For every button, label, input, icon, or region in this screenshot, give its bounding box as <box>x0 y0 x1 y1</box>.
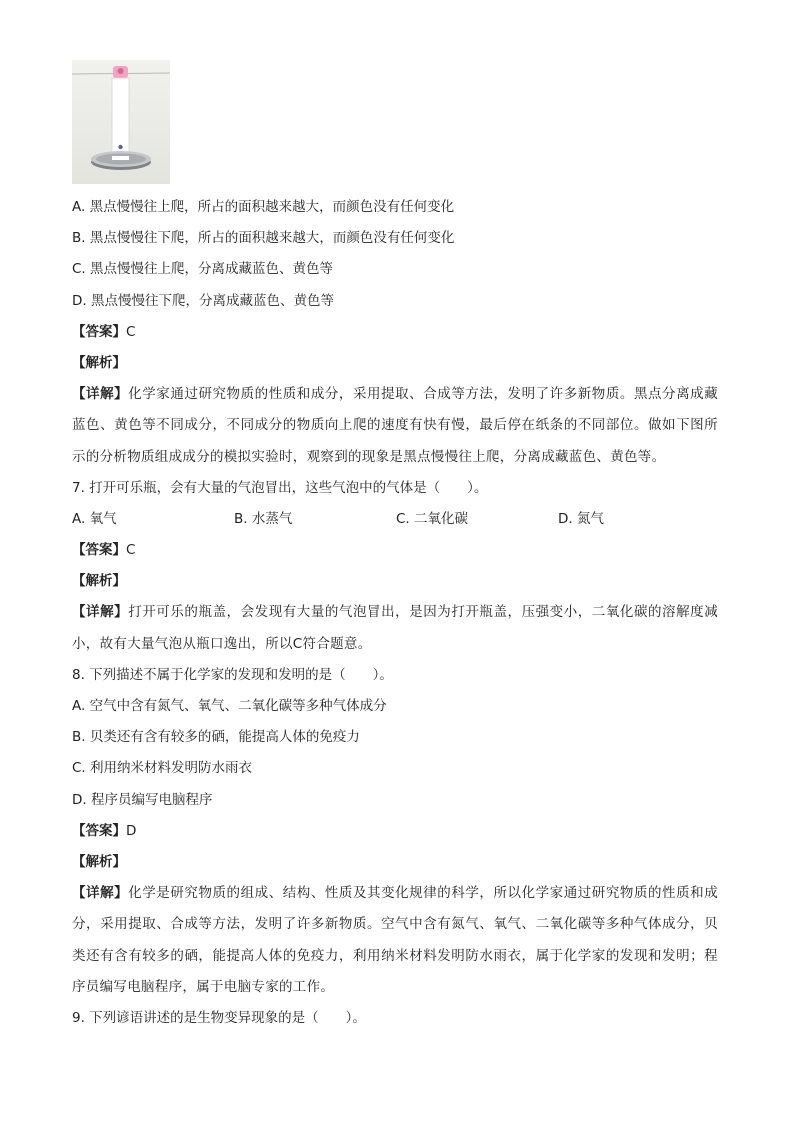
q7-answer <box>72 535 722 566</box>
q6-analysis <box>72 348 722 379</box>
document-page <box>72 60 722 1034</box>
q8-analysis <box>72 847 722 878</box>
q7-options <box>72 504 722 535</box>
q7-detail <box>72 597 718 659</box>
q8-option-a: A. 空气中含有氮气、氧气、二氧化碳等多种气体成分 <box>72 698 387 715</box>
q7-analysis <box>72 566 722 597</box>
answer-tag: 【答案】 <box>72 822 126 839</box>
experiment-illustration <box>72 60 170 184</box>
analysis-tag: 【解析】 <box>72 573 126 590</box>
q8-answer <box>72 816 722 847</box>
detail-tag: 【详解】 <box>72 885 129 902</box>
chromatography-paper-strip-in-dish-icon <box>72 60 170 184</box>
q7-option-d: D. 氮气 <box>558 510 604 527</box>
q8-option-b: B. 贝类还有含有较多的硒，能提高人体的免疫力 <box>72 729 360 746</box>
q8-detail <box>72 878 718 1003</box>
q8-option-d: D. 程序员编写电脑程序 <box>72 791 213 808</box>
q7-stem: 7. 打开可乐瓶，会有大量的气泡冒出，这些气泡中的气体是（ ）。 <box>72 479 488 496</box>
analysis-tag: 【解析】 <box>72 354 126 371</box>
detail-tag: 【详解】 <box>72 386 129 403</box>
q6-option-d: D. 黑点慢慢往下爬，分离成藏蓝色、黄色等 <box>72 292 334 309</box>
q6-option-b: B. 黑点慢慢往下爬，所占的面积越来越大，而颜色没有任何变化 <box>72 230 455 247</box>
q8-option-c: C. 利用纳米材料发明防水雨衣 <box>72 760 253 777</box>
analysis-tag: 【解析】 <box>72 854 126 871</box>
q8-stem: 8. 下列描述不属于化学家的发现和发明的是（ ）。 <box>72 666 393 683</box>
detail-text: 化学是研究物质的组成、结构、性质及其变化规律的科学，所以化学家通过研究物质的性质和成分，采用提取、合成等方法，发明了许多新物质。空气中含有氮气、氧气、二氧化碳等多种气体成分，贝类还有含有较多的硒，能提高人体的免疫力，利用纳米材料发明防水雨衣，属于化学家的发现和发明；程序员编写电脑程序，属于电脑专家的工作。 <box>72 885 718 995</box>
detail-text: 打开可乐的瓶盖，会发现有大量的气泡冒出，是因为打开瓶盖，压强变小，二氧化碳的溶解度减小，故有大量气泡从瓶口逸出，所以C符合题意。 <box>72 604 718 652</box>
detail-text: 化学家通过研究物质的性质和成分，采用提取、合成等方法，发明了许多新物质。黑点分离成藏蓝色、黄色等不同成分，不同成分的物质向上爬的速度有快有慢，最后停在纸条的不同部位。做如下图所示的分析物质组成成分的模拟实验时，观察到的现象是黑点慢慢往上爬，分离成藏蓝色、黄色等。 <box>72 386 718 465</box>
answer-tag: 【答案】 <box>72 542 126 559</box>
q9-stem: 9. 下列谚语讲述的是生物变异现象的是（ ）。 <box>72 1010 366 1027</box>
q7-option-b: B. 水蒸气 <box>234 510 293 527</box>
answer-value: D <box>126 822 137 839</box>
q6-detail <box>72 379 718 473</box>
q7-option-c: C. 二氧化碳 <box>396 510 469 527</box>
detail-tag: 【详解】 <box>72 604 129 621</box>
q7-option-a: A. 氧气 <box>72 510 117 527</box>
answer-value: C <box>126 542 136 559</box>
q6-option-c: C. 黑点慢慢往上爬，分离成藏蓝色、黄色等 <box>72 261 334 278</box>
q6-option-a: A. 黑点慢慢往上爬，所占的面积越来越大，而颜色没有任何变化 <box>72 199 455 215</box>
q6-answer <box>72 317 722 348</box>
answer-value: C <box>126 323 136 340</box>
answer-tag: 【答案】 <box>72 323 126 340</box>
